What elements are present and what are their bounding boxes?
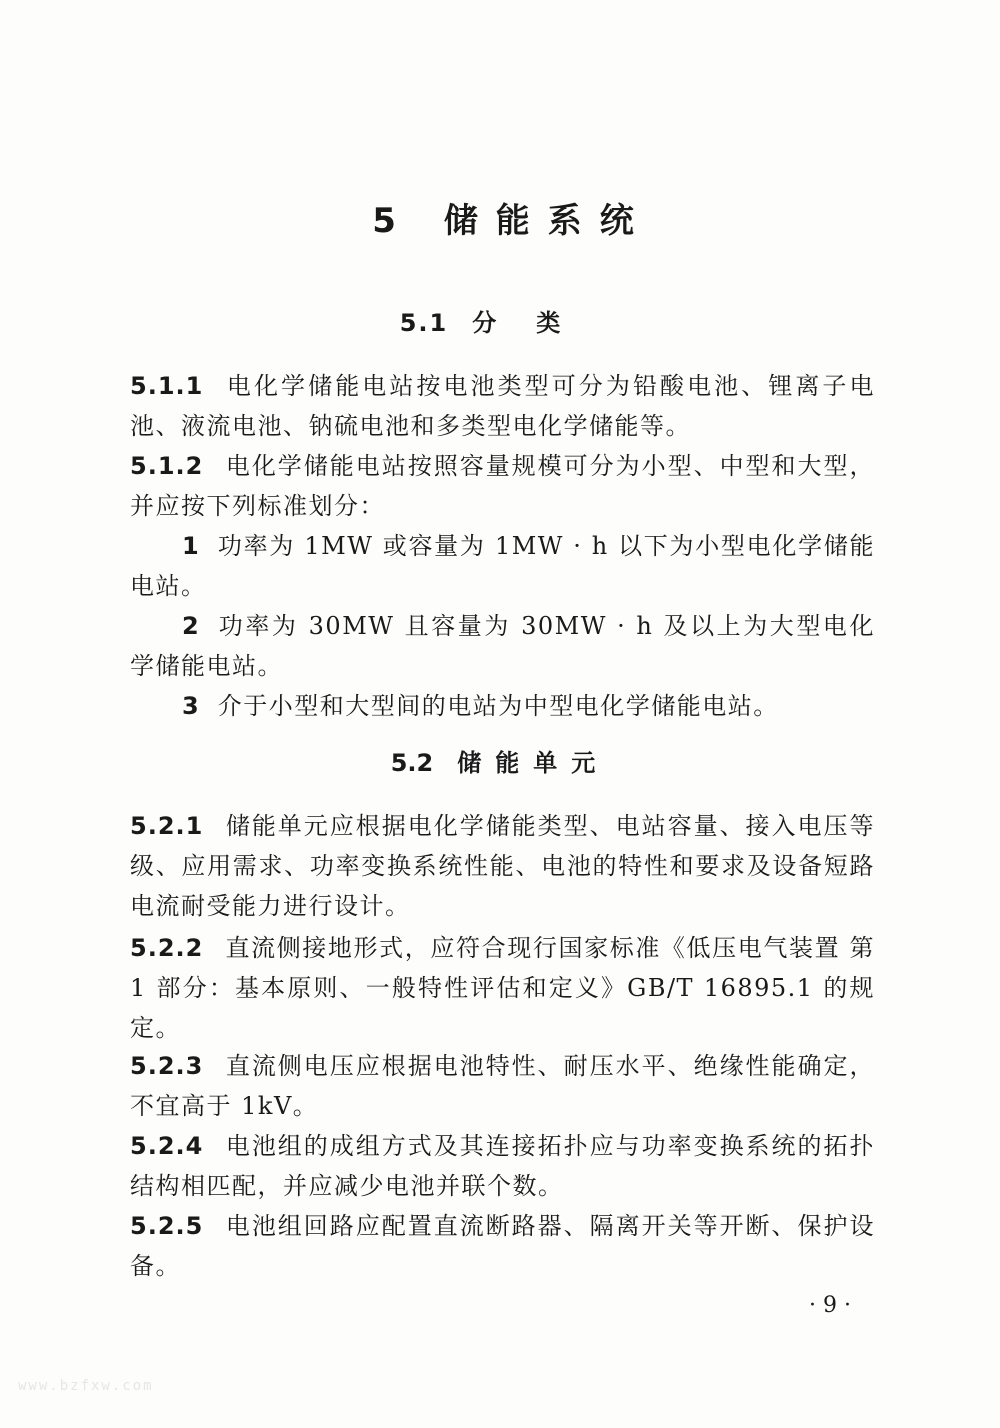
item-text: 功率为 1MW 或容量为 1MW · h 以下为小型电化学储能电站。 xyxy=(130,532,875,600)
clause-number: 5.2.5 xyxy=(130,1212,204,1240)
clause-5-2-2 xyxy=(130,928,875,1048)
clause-number: 5.1.2 xyxy=(130,452,204,480)
clause-5-2-3 xyxy=(130,1046,875,1126)
section-number: 5.2 xyxy=(390,749,434,777)
clause-5-2-5 xyxy=(130,1206,875,1286)
list-item xyxy=(130,526,875,606)
item-number: 1 xyxy=(182,532,200,560)
clause-number: 5.2.4 xyxy=(130,1132,204,1160)
clause-text: 电池组回路应配置直流断路器、隔离开关等开断、保护设备。 xyxy=(130,1212,875,1280)
item-text: 功率为 30MW 且容量为 30MW · h 及以上为大型电化学储能电站。 xyxy=(130,612,875,680)
section-heading-5-2 xyxy=(0,745,1000,781)
clause-text: 直流侧接地形式，应符合现行国家标准《低压电气装置 第 1 部分：基本原则、一般特性评估和定义》GB/T 16895.1 的规定。 xyxy=(130,934,875,1042)
clause-5-1-2 xyxy=(130,446,875,526)
clause-number: 5.1.1 xyxy=(130,372,204,400)
section-heading-5-1 xyxy=(0,305,1000,341)
clause-text: 储能单元应根据电化学储能类型、电站容量、接入电压等级、应用需求、功率变换系统性能、电池的特性和要求及设备短路电流耐受能力进行设计。 xyxy=(130,812,875,920)
list-item xyxy=(130,686,875,726)
clause-text: 电化学储能电站按照容量规模可分为小型、中型和大型，并应按下列标准划分： xyxy=(130,452,875,520)
clause-5-2-4 xyxy=(130,1126,875,1206)
item-text: 介于小型和大型间的电站为中型电化学储能电站。 xyxy=(217,692,779,720)
section-name: 分类 xyxy=(472,309,601,337)
section-number: 5.1 xyxy=(399,309,449,337)
section-name: 储能单元 xyxy=(457,749,610,777)
clause-5-2-1 xyxy=(130,806,875,926)
clause-5-1-1 xyxy=(130,366,875,446)
clause-number: 5.2.1 xyxy=(130,812,204,840)
clause-number: 5.2.3 xyxy=(130,1052,204,1080)
watermark: www.bzfxw.com xyxy=(18,1378,154,1394)
item-number: 3 xyxy=(182,692,200,720)
clause-text: 直流侧电压应根据电池特性、耐压水平、绝缘性能确定，不宜高于 1kV。 xyxy=(130,1052,875,1120)
list-item xyxy=(130,606,875,686)
chapter-title: 5 储能系统 xyxy=(372,201,652,241)
page-number: · 9 · xyxy=(809,1293,851,1318)
clause-number: 5.2.2 xyxy=(130,934,204,962)
item-number: 2 xyxy=(182,612,200,640)
clause-text: 电池组的成组方式及其连接拓扑应与功率变换系统的拓扑结构相匹配，并应减少电池并联个数。 xyxy=(130,1132,875,1200)
clause-text: 电化学储能电站按电池类型可分为铅酸电池、锂离子电池、液流电池、钠硫电池和多类型电化学储能等。 xyxy=(130,372,875,440)
